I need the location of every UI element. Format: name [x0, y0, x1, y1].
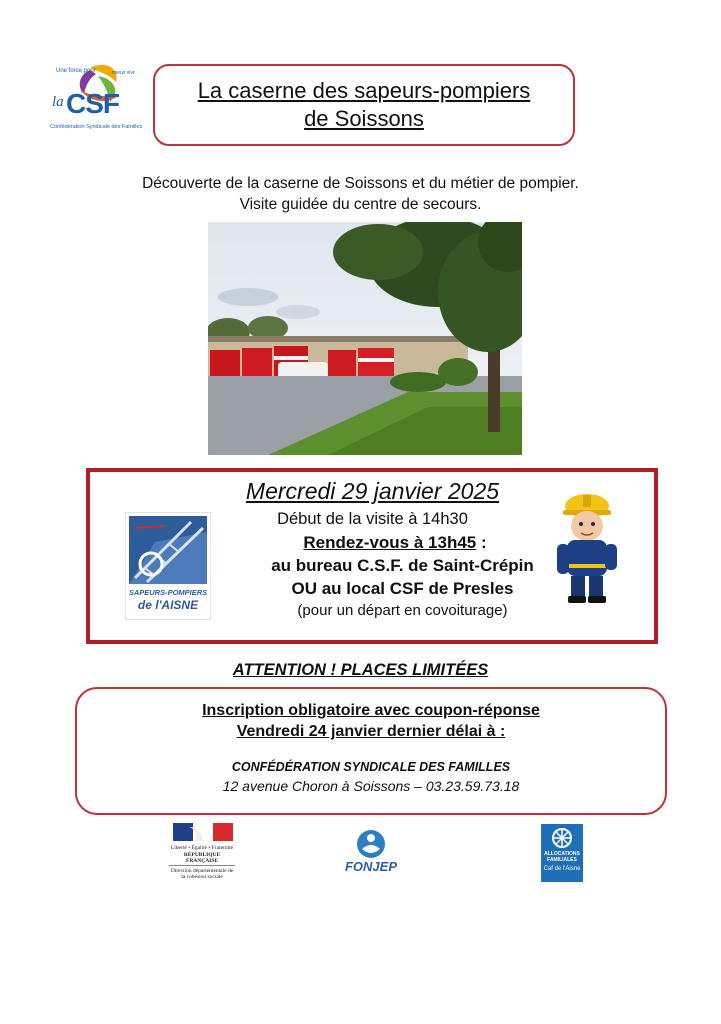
pompiers-logo-line-1: SAPEURS-POMPIERS: [128, 588, 208, 597]
intro-line-1: Découverte de la caserne de Soissons et du métier de pompier.: [142, 175, 579, 192]
intro-text: [0, 173, 721, 215]
registration-deadline: Vendredi 24 janvier dernier délai à :: [236, 723, 506, 740]
fonjep-logo: [340, 827, 402, 885]
csf-logo-prefix: la: [52, 94, 64, 110]
title-line-1: La caserne des sapeurs-pompiers: [197, 78, 531, 103]
fonjep-text: FONJEP: [344, 859, 397, 874]
title-box: [153, 64, 575, 146]
event-start-time: Début de la visite à 14h30: [277, 510, 468, 528]
csf-logo-text: CSF: [66, 88, 119, 119]
carpool-note: (pour un départ en covoiturage): [297, 602, 508, 619]
event-date: Mercredi 29 janvier 2025: [245, 478, 500, 504]
organization-name: CONFÉDÉRATION SYNDICALE DES FAMILLES: [231, 760, 511, 774]
caf-name: ALLOCATIONS FAMILIALES: [544, 851, 580, 863]
republique-name: RÉPUBLIQUE FRANÇAISE: [183, 852, 221, 864]
attention-notice: ATTENTION ! PLACES LIMITÉES: [232, 661, 489, 679]
title-line-2: de Soissons: [304, 106, 424, 131]
rendezvous-line: [230, 533, 560, 553]
rendezvous-colon: :: [476, 533, 487, 552]
caf-sub: Caf de l'Aisne: [543, 866, 581, 872]
rendezvous-time: Rendez-vous à 13h45: [303, 533, 477, 552]
organization-address: 12 avenue Choron à Soissons – 03.23.59.73.18: [222, 778, 520, 794]
pompiers-logo-line-2: de l'AISNE: [137, 598, 199, 612]
meeting-place-2: OU au local CSF de Presles: [291, 579, 514, 598]
intro-line-2: Visite guidée du centre de secours.: [239, 196, 482, 213]
sapeurs-pompiers-aisne-logo: [125, 512, 211, 620]
csf-logo-caption: Confédération Syndicale des Familles: [50, 124, 143, 130]
meeting-place-1: au bureau C.S.F. de Saint-Crépin: [271, 556, 534, 575]
svg-text:Une force pour: Une force pour: [56, 68, 96, 74]
registration-line-1: Inscription obligatoire avec coupon-réponse: [202, 702, 540, 719]
republique-dept: Direction départementale de la cohésion sociale: [169, 865, 235, 880]
svg-text:mieux vivre: mieux vivre: [112, 70, 135, 76]
republique-motto: Liberté • Égalité • Fraternité: [170, 845, 234, 851]
fire-station-photo: [208, 222, 522, 455]
republique-francaise-logo: [169, 823, 235, 885]
caf-logo: [541, 824, 583, 882]
csf-logo: [50, 60, 143, 135]
